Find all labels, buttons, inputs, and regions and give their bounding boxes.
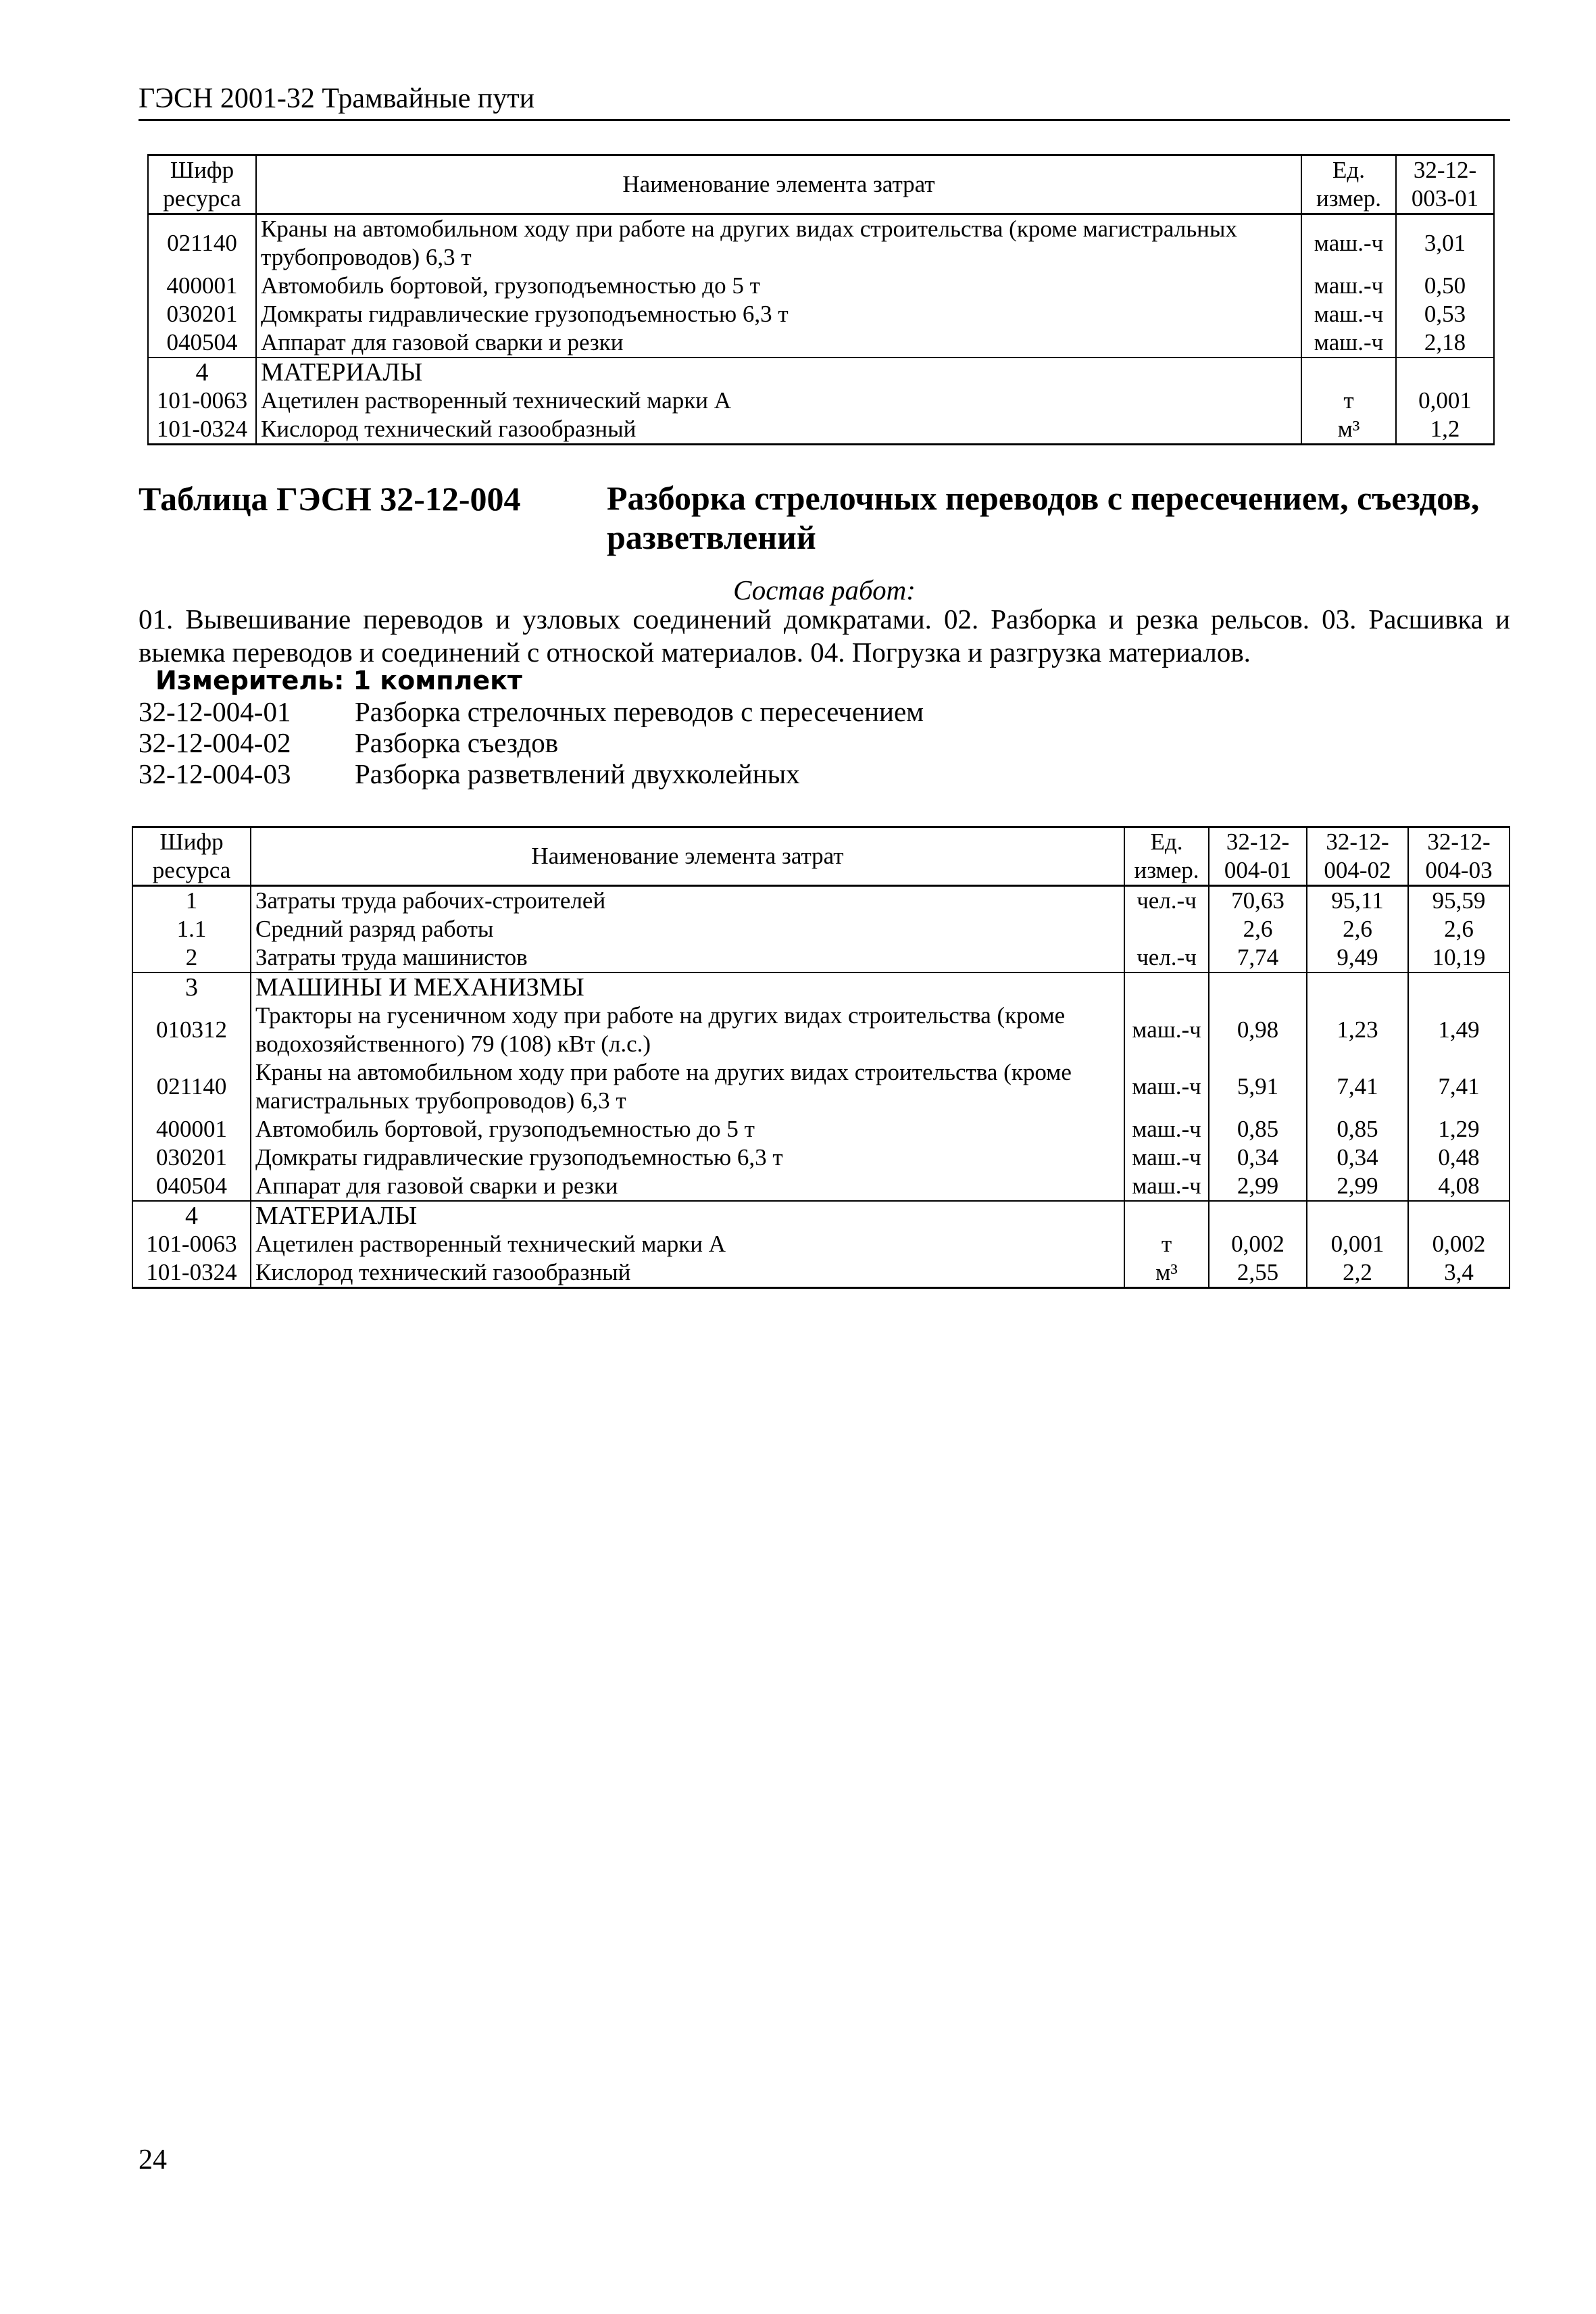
norm-value: 0,85: [1307, 1115, 1408, 1143]
resource-name: Домкраты гидравлические грузоподъемностью 6,3 т: [256, 300, 1301, 328]
resource-unit: маш.-ч: [1124, 1002, 1209, 1058]
norm-value: 2,2: [1307, 1258, 1408, 1288]
norm-value: 1,49: [1408, 1002, 1510, 1058]
header-name: Наименование элемента затрат: [256, 155, 1301, 214]
table-row: [148, 328, 1494, 358]
resource-code: 1: [132, 886, 251, 916]
norm-value: [1209, 1201, 1307, 1230]
resource-code: 021140: [148, 214, 256, 272]
norm-value: 2,99: [1307, 1172, 1408, 1201]
resource-code: 2: [132, 943, 251, 973]
resource-unit: м³: [1124, 1258, 1209, 1288]
header-code: Шифр ресурса: [132, 827, 251, 886]
section-title: МАШИНЫ И МЕХАНИЗМЫ: [251, 973, 1124, 1002]
header-name: Наименование элемента затрат: [251, 827, 1124, 886]
resource-name: Автомобиль бортовой, грузоподъемностью до 5 т: [251, 1115, 1124, 1143]
norm-value: 1,23: [1307, 1002, 1408, 1058]
variant-name: Разборка съездов: [355, 727, 559, 758]
norm-value: 0,002: [1408, 1230, 1510, 1258]
resource-name: Средний разряд работы: [251, 915, 1124, 943]
resource-name: Кислород технический газообразный: [251, 1258, 1124, 1288]
norm-value: 95,11: [1307, 886, 1408, 916]
table-row: [148, 272, 1494, 300]
table-row: [132, 1058, 1510, 1115]
norm-value: 95,59: [1408, 886, 1510, 916]
variant-code: 32-12-004-03: [139, 758, 291, 789]
norm-value: 10,19: [1408, 943, 1510, 973]
resource-code: 400001: [132, 1115, 251, 1143]
variant-name: Разборка разветвлений двухколейных: [355, 758, 800, 789]
header-norm-004-02: 32-12- 004-02: [1307, 827, 1408, 886]
resource-unit: м³: [1301, 415, 1396, 445]
table-row: [148, 300, 1494, 328]
resource-code: 040504: [148, 328, 256, 358]
page-header: [139, 81, 1510, 121]
norm-value: 7,74: [1209, 943, 1307, 973]
resource-name: Кислород технический газообразный: [256, 415, 1301, 445]
header-norm-003-01: 32-12- 003-01: [1396, 155, 1494, 214]
resource-name: Затраты труда рабочих-строителей: [251, 886, 1124, 916]
measure-unit: Измеритель: 1 комплект: [155, 666, 522, 695]
norm-value: 3,4: [1408, 1258, 1510, 1288]
norm-value: 0,53: [1396, 300, 1494, 328]
document-title: ГЭСН 2001-32 Трамвайные пути: [139, 83, 535, 114]
norm-value: 9,49: [1307, 943, 1408, 973]
norm-value: [1307, 1201, 1408, 1230]
resource-name: Затраты труда машинистов: [251, 943, 1124, 973]
norm-value: 2,55: [1209, 1258, 1307, 1288]
norm-value: 70,63: [1209, 886, 1307, 916]
composition-text: 01. Вывешивание переводов и узловых соединений домкратами. 02. Разборка и резка рельсов. 03. Расшивка и выемка переводов и соединений с отноской материалов. 04. Погрузка и разгрузка материалов.: [139, 604, 1510, 668]
resource-code: 021140: [132, 1058, 251, 1115]
resource-name: Автомобиль бортовой, грузоподъемностью до 5 т: [256, 272, 1301, 300]
resource-unit: [1124, 973, 1209, 1002]
norm-value: 0,001: [1396, 387, 1494, 415]
table-row: [132, 1230, 1510, 1258]
resource-name: Домкраты гидравлические грузоподъемностью 6,3 т: [251, 1143, 1124, 1172]
resource-code: 101-0063: [132, 1230, 251, 1258]
resource-unit: маш.-ч: [1301, 272, 1396, 300]
norm-value: [1408, 1201, 1510, 1230]
resource-name: Краны на автомобильном ходу при работе на других видах строительства (кроме магистральных трубопроводов) 6,3 т: [256, 214, 1301, 272]
norm-value: 0,002: [1209, 1230, 1307, 1258]
norm-value: [1307, 973, 1408, 1002]
resource-unit: маш.-ч: [1124, 1172, 1209, 1201]
norm-value: 7,41: [1307, 1058, 1408, 1115]
table-row: [132, 915, 1510, 943]
header-unit: Ед. измер.: [1301, 155, 1396, 214]
section-title: МАТЕРИАЛЫ: [256, 358, 1301, 387]
resource-code: 010312: [132, 1002, 251, 1058]
header-norm-004-01: 32-12- 004-01: [1209, 827, 1307, 886]
resource-unit: [1124, 1201, 1209, 1230]
norm-value: 2,6: [1408, 915, 1510, 943]
table-row: [132, 1115, 1510, 1143]
resource-unit: [1124, 915, 1209, 943]
variant-code: 32-12-004-02: [139, 727, 291, 758]
norm-value: 2,6: [1307, 915, 1408, 943]
norm-value: 0,34: [1209, 1143, 1307, 1172]
norm-value: [1209, 973, 1307, 1002]
header-code: Шифр ресурса: [148, 155, 256, 214]
norm-value: 3,01: [1396, 214, 1494, 272]
variant-code: 32-12-004-01: [139, 696, 291, 727]
table-header-row: [132, 827, 1510, 886]
norm-value: 0,98: [1209, 1002, 1307, 1058]
resource-table-003: [147, 154, 1495, 445]
header-unit: Ед. измер.: [1124, 827, 1209, 886]
resource-unit: маш.-ч: [1301, 328, 1396, 358]
list-item: [139, 696, 924, 727]
resource-code: 030201: [148, 300, 256, 328]
norm-value: 2,6: [1209, 915, 1307, 943]
variant-name: Разборка стрелочных переводов с пересечением: [355, 696, 924, 727]
norm-value: 0,34: [1307, 1143, 1408, 1172]
table-row: [148, 214, 1494, 272]
table-row: [148, 387, 1494, 415]
resource-name: Аппарат для газовой сварки и резки: [256, 328, 1301, 358]
resource-unit: [1301, 358, 1396, 387]
resource-unit: чел.-ч: [1124, 943, 1209, 973]
resource-unit: т: [1124, 1230, 1209, 1258]
norm-value: 0,85: [1209, 1115, 1307, 1143]
norm-value: 0,001: [1307, 1230, 1408, 1258]
resource-code: 1.1: [132, 915, 251, 943]
resource-unit: маш.-ч: [1301, 214, 1396, 272]
resource-unit: маш.-ч: [1124, 1058, 1209, 1115]
composition-title: Состав работ:: [733, 574, 916, 606]
resource-unit: чел.-ч: [1124, 886, 1209, 916]
norm-value: 5,91: [1209, 1058, 1307, 1115]
section-row: [148, 358, 1494, 387]
norm-value: 1,29: [1408, 1115, 1510, 1143]
norm-value: [1408, 973, 1510, 1002]
table-row: [132, 1002, 1510, 1058]
norm-value: 4,08: [1408, 1172, 1510, 1201]
norm-value: 7,41: [1408, 1058, 1510, 1115]
resource-unit: маш.-ч: [1124, 1143, 1209, 1172]
section-code: 4: [132, 1201, 251, 1230]
table-row: [132, 1143, 1510, 1172]
norm-value: 2,99: [1209, 1172, 1307, 1201]
header-norm-004-03: 32-12- 004-03: [1408, 827, 1510, 886]
resource-code: 400001: [148, 272, 256, 300]
resource-name: Ацетилен растворенный технический марки А: [256, 387, 1301, 415]
resource-unit: т: [1301, 387, 1396, 415]
resource-code: 030201: [132, 1143, 251, 1172]
table-header-row: [148, 155, 1494, 214]
norm-value: 2,18: [1396, 328, 1494, 358]
table-title: Разборка стрелочных переводов с пересечением, съездов, разветвлений: [607, 479, 1480, 556]
table-row: [132, 1172, 1510, 1201]
section-row: [132, 973, 1510, 1002]
table-row: [132, 1258, 1510, 1288]
variants-list: [139, 696, 924, 789]
norm-value: 0,50: [1396, 272, 1494, 300]
resource-code: 101-0324: [132, 1258, 251, 1288]
norm-value: [1396, 358, 1494, 387]
resource-code: 101-0324: [148, 415, 256, 445]
list-item: [139, 758, 924, 789]
list-item: [139, 727, 924, 758]
norm-value: 0,48: [1408, 1143, 1510, 1172]
section-row: [132, 1201, 1510, 1230]
table-row: [132, 943, 1510, 973]
resource-name: Краны на автомобильном ходу при работе на других видах строительства (кроме магистральных трубопроводов) 6,3 т: [251, 1058, 1124, 1115]
section-code: 3: [132, 973, 251, 1002]
table-label: Таблица ГЭСН 32-12-004: [139, 480, 521, 518]
table-row: [148, 415, 1494, 445]
resource-table-004: [132, 826, 1510, 1289]
resource-code: 040504: [132, 1172, 251, 1201]
section-title: МАТЕРИАЛЫ: [251, 1201, 1124, 1230]
resource-unit: маш.-ч: [1124, 1115, 1209, 1143]
table-row: [132, 886, 1510, 916]
resource-name: Ацетилен растворенный технический марки А: [251, 1230, 1124, 1258]
resource-name: Аппарат для газовой сварки и резки: [251, 1172, 1124, 1201]
page-number: 24: [139, 2144, 167, 2175]
resource-name: Тракторы на гусеничном ходу при работе на других видах строительства (кроме водохозяйственного) 79 (108) кВт (л.с.): [251, 1002, 1124, 1058]
norm-value: 1,2: [1396, 415, 1494, 445]
section-code: 4: [148, 358, 256, 387]
resource-unit: маш.-ч: [1301, 300, 1396, 328]
resource-code: 101-0063: [148, 387, 256, 415]
